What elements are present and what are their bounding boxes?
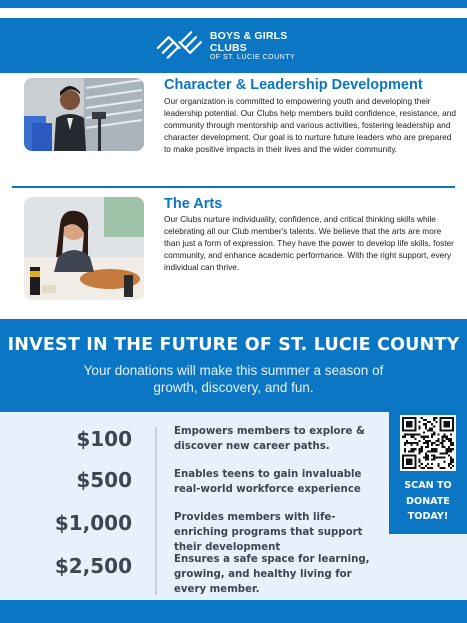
girl-painting-image [24,197,144,300]
youth-speaker-image [24,78,144,151]
qr-donate-box[interactable] [389,410,467,534]
qr-code-graphic [402,417,454,469]
donation-description: Empowers members to explore & discover new career paths. [174,426,365,452]
brand-subname: OF ST. LUCIE COUNTY [209,53,296,61]
invest-banner [0,319,467,412]
donation-amount: $2,500 [54,554,132,578]
section-title: Character & Leadership Development [164,77,423,93]
brand-logo [155,26,325,64]
section-body: Our Clubs nurture individuality, confidence, and critical thinking skills while celebrating all our Club member's talents. We believe that the arts are more than just a form of expression. They have the power to develop life skills, foster community, and enhance academic performance. With the right support, every individual can thrive. [164,214,454,273]
youth-speaker-photo [24,78,144,151]
today-line: TODAY! [407,511,449,522]
scan-line: SCAN TO [404,480,452,491]
tier-divider-line [155,427,157,595]
brand-name: BOYS & GIRLS CLUBS [209,29,288,54]
section-title: The Arts [164,196,223,212]
donation-amount: $100 [76,427,132,451]
girl-painting-photo [24,197,144,300]
section-leadership [24,78,454,178]
qr-code-icon[interactable] [400,415,456,471]
donation-amount: $500 [76,468,132,492]
donation-description: Enables teens to gain invaluable real-world workforce experience [174,469,362,495]
scan-to-donate-text [389,478,467,525]
section-body: Our organization is committed to empowering youth and developing their leadership potential. Our Clubs help members build confidence, resistance, and community through mentorship and various activities, fostering leadership and character development. Our goal is to nurture future leaders who are prepared to make positive impacts in their lives and the wider community. [164,96,456,155]
header [0,0,467,63]
donation-amount: $1,000 [54,511,132,535]
donate-line: DONATE [406,495,450,507]
invest-subtitle: Your donations will make this summer a season of growth, discovery, and fun. [83,363,384,395]
section-divider [12,186,455,188]
invest-title: INVEST IN THE FUTURE OF ST. LUCIE COUNTY [7,335,460,355]
donation-description: Provides members with life-enriching programs that support their development [174,512,363,553]
clubs-hands-logo-icon [155,28,204,62]
section-arts [24,197,454,302]
donation-description: Ensures a safe space for learning, growing, and healthy living for every member. [174,554,370,595]
footer-band [0,600,467,623]
